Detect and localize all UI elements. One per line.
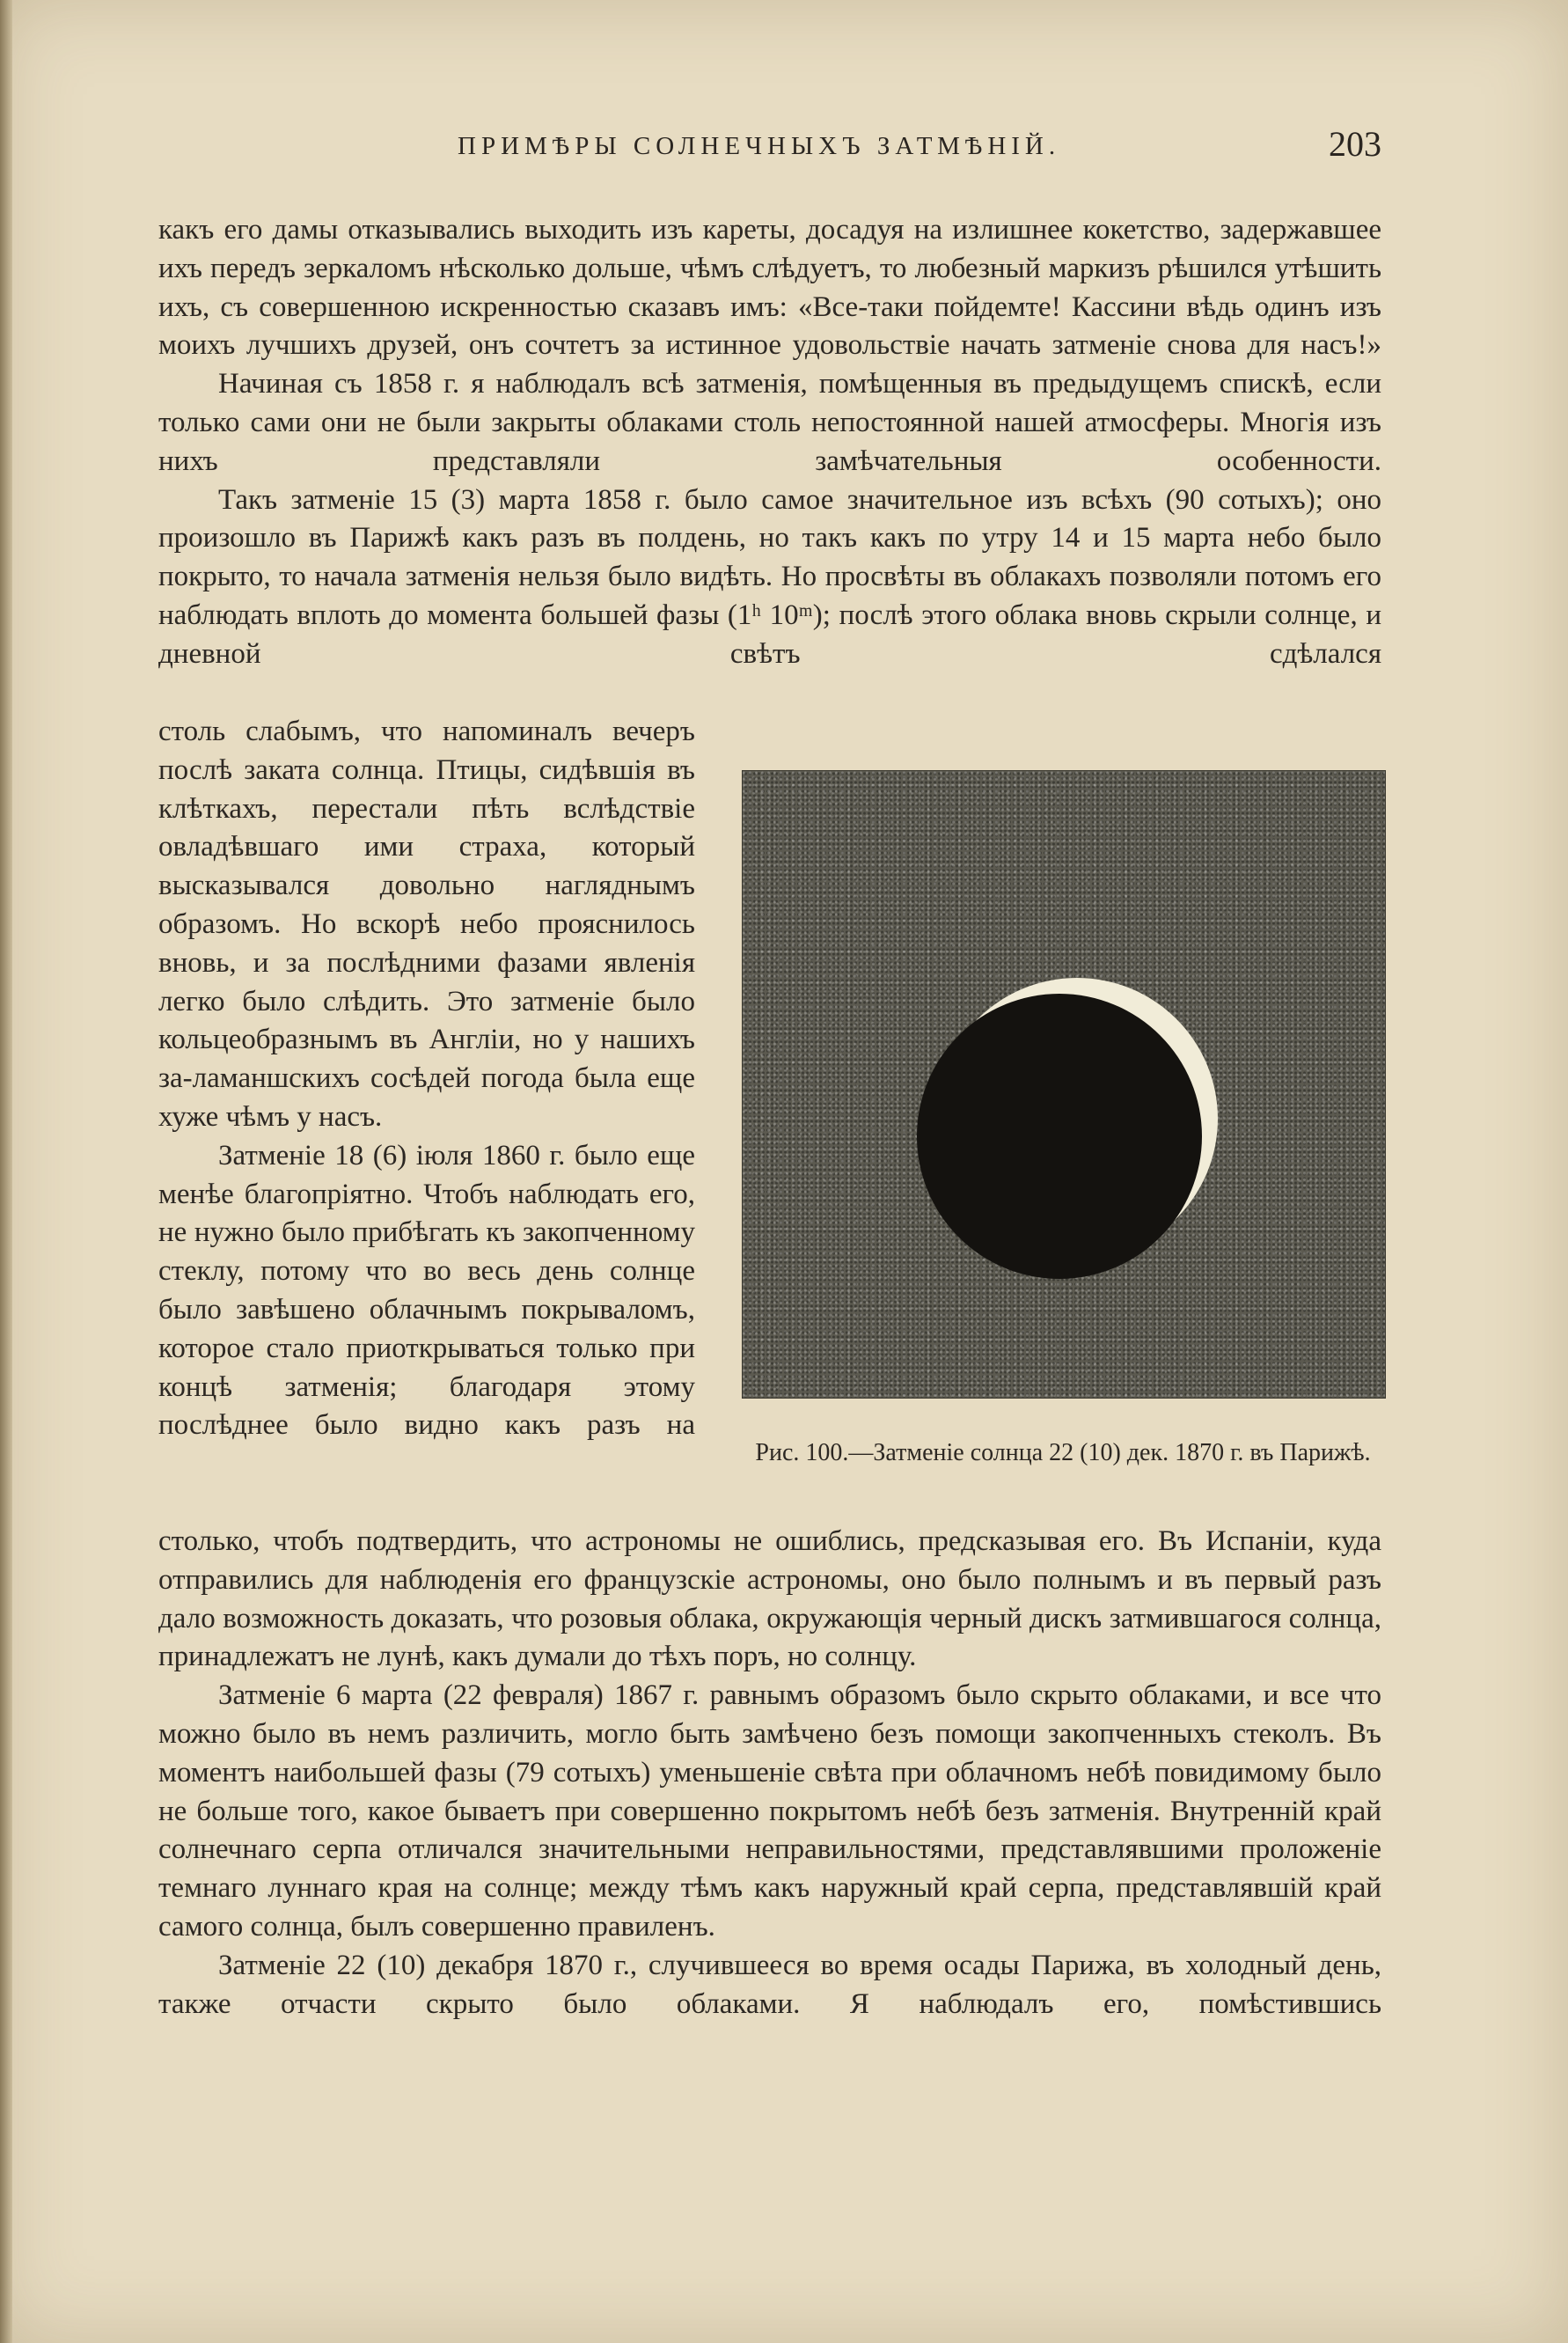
paragraph: столь слабымъ, что напоминалъ вечеръ послѣ заката солнца. Птицы, сидѣвшія въ клѣткахъ, перестали пѣть вслѣдствіе овладѣвшаго ими страха, который высказывался довольно нагляднымъ образомъ. Но вскорѣ небо прояснилось вновь, и за послѣдними фазами явленія легко было слѣдить. Это затменіе было кольцеобразнымъ въ Англіи, но у нашихъ за-ламаншскихъ сосѣдей погода была еще хуже чѣмъ у насъ. xyxy=(158,716,695,1133)
figure-caption: Рис. 100.—Затменіе солнца 22 (10) дек. 1870 г. въ Парижѣ. xyxy=(755,1439,1371,1466)
eclipse-figure xyxy=(742,770,1386,1399)
paragraph: Такъ затменіе 15 (3) марта 1858 г. было самое значительное изъ всѣхъ (90 сотыхъ); оно произошло въ Парижѣ какъ разъ въ полдень, но такъ какъ по утру 14 и 15 марта небо было покрыто, то начала затменія нельзя было видѣть. Но просвѣты въ облакахъ позволяли потомъ его наблюдать вплоть до момента большей фазы (1ʰ 10ᵐ); послѣ этого облака вновь скрыли солнце, и дневной свѣтъ сдѣлался xyxy=(158,483,1381,670)
page-spine-edge xyxy=(0,0,12,2343)
paragraph: Начиная съ 1858 г. я наблюдалъ всѣ затменія, помѣщенныя въ предыдущемъ спискѣ, если только сами они не были закрыты облаками столь непостоянной нашей атмосферы. Многія изъ нихъ представляли замѣчательныя особенности. xyxy=(158,368,1381,477)
paragraph: Затменіе 6 марта (22 февраля) 1867 г. равнымъ образомъ было скрыто облаками, и все что можно было въ немъ различить, могло быть замѣчено безъ помощи закопченныхъ стеколъ. Въ моментъ наибольшей фазы (79 сотыхъ) уменьшеніе свѣта при облачномъ небѣ повидимому было не больше того, какое бываетъ при совершенно покрытомъ небѣ безъ затменія. Внутренній край солнечнаго серпа отличался значительными неправильностями, представлявшими проложеніе темнаго луннаго края на солнце; между тѣмъ какъ наружный край серпа, представлявшій край самого солнца, былъ совершенно правиленъ. xyxy=(158,1679,1381,1943)
text-block-bottom xyxy=(158,1523,1381,2024)
moon-disc xyxy=(917,994,1202,1279)
running-head xyxy=(158,125,1381,169)
paragraph: столько, чтобъ подтвердить, что астрономы не ошиблись, предсказывая его. Въ Испаніи, куда отправились для наблюденія его французскіе астрономы, оно было полнымъ и въ первый разъ дало возможность доказать, что розовыя облака, окружающія черный дискъ затмившагося солнца, принадлежатъ не лунѣ, какъ думали до тѣхъ поръ, но солнцу. xyxy=(158,1525,1381,1673)
text-block-top xyxy=(158,211,1381,674)
text-block-left-column xyxy=(158,713,695,1445)
paragraph: какъ его дамы отказывались выходить изъ кареты, досадуя на излишнее кокетство, задержавшее ихъ передъ зеркаломъ нѣсколько дольше, чѣмъ слѣдуетъ, то любезный маркизъ рѣшился утѣшить ихъ, съ совершенною искренностью сказавъ имъ: «Все-таки пойдемте! Кассини вѣдь одинъ изъ моихъ лучшихъ друзей, онъ сочтетъ за истинное удовольствіе начать затменіе снова для насъ!» xyxy=(158,214,1381,362)
running-title: ПРИМѢРЫ СОЛНЕЧНЫХЪ ЗАТМѢНІЙ. xyxy=(458,132,1061,160)
eclipse-illustration xyxy=(743,771,1385,1398)
page-number: 203 xyxy=(1329,124,1381,164)
paragraph: Затменіе 18 (6) іюля 1860 г. было еще менѣе благопріятно. Чтобъ наблюдать его, не нужно было прибѣгать къ закопченному стеклу, потому что во весь день солнце было завѣшено облачнымъ покрываломъ, которое стало приоткрываться только при концѣ затменія; благодаря этому послѣднее было видно какъ разъ на xyxy=(158,1139,695,1442)
paragraph: Затменіе 22 (10) декабря 1870 г., случившееся во время осады Парижа, въ холодный день, также отчасти скрыто было облаками. Я наблюдалъ его, помѣстившись xyxy=(158,1949,1381,2020)
